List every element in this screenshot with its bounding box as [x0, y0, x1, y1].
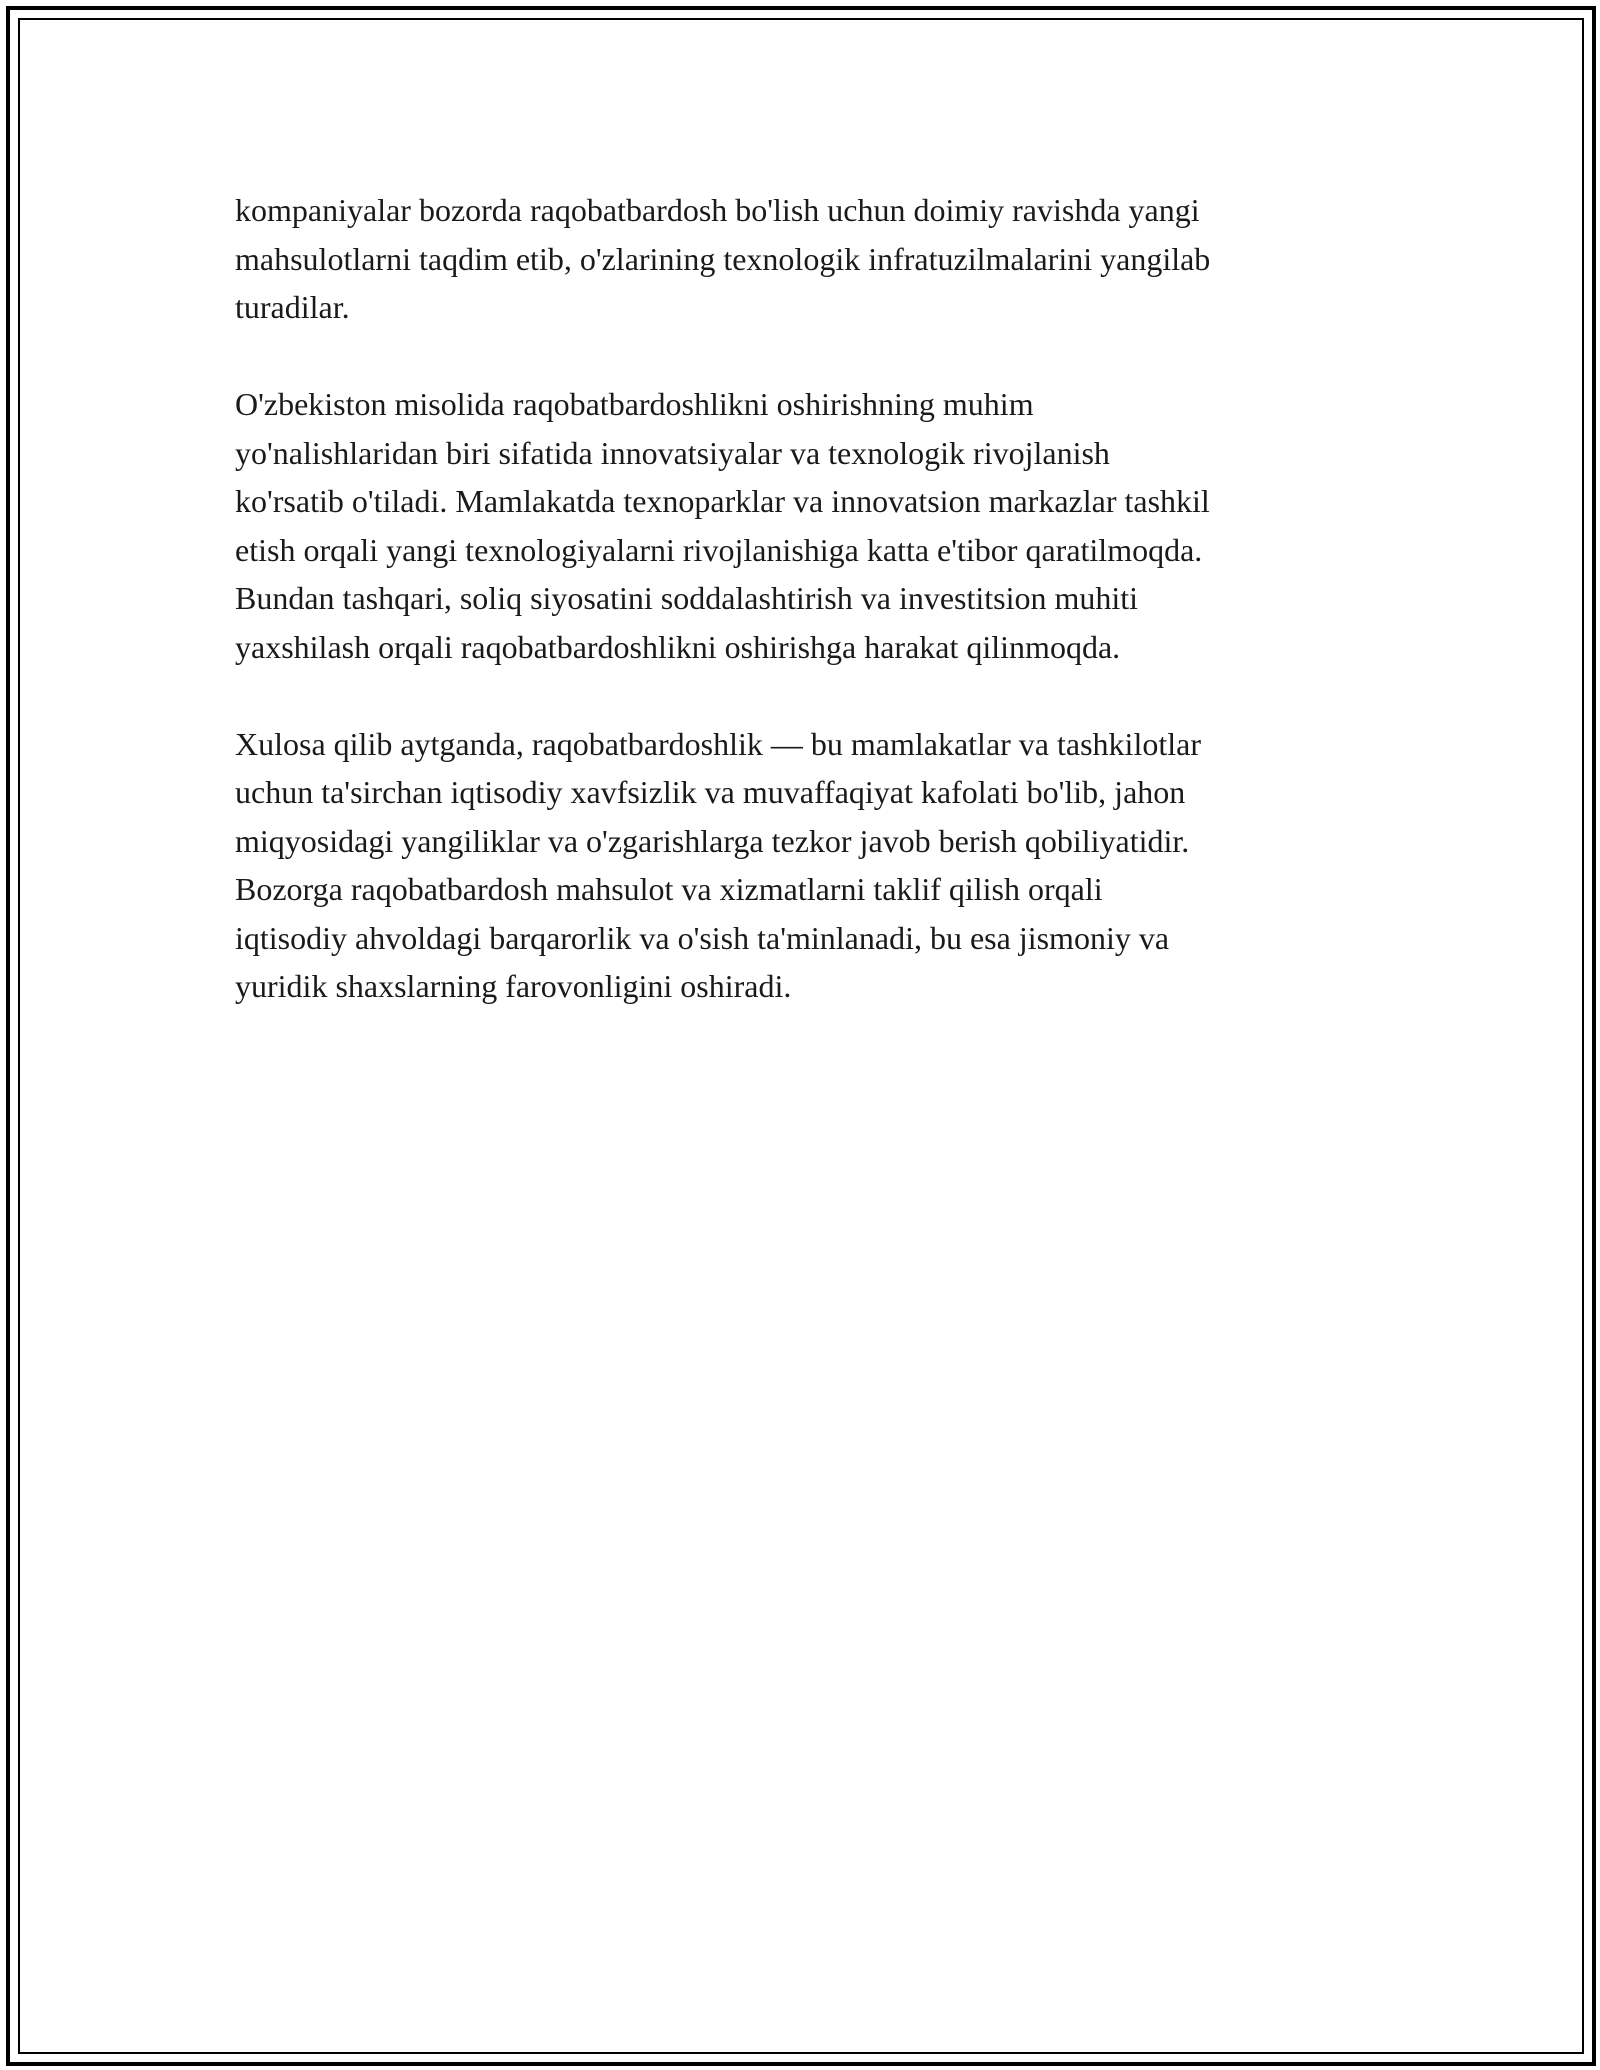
text-line: miqyosidagi yangiliklar va o'zgarishlarga tezkor javob berish qobiliyatidir.	[235, 822, 1190, 859]
text-line: yuridik shaxslarning farovonligini oshiradi.	[235, 968, 792, 1004]
text-line: turadilar.	[235, 289, 350, 325]
text-line: uchun ta'sirchan iqtisodiy xavfsizlik va muvaffaqiyat kafolati bo'lib, jahon	[235, 774, 1186, 810]
paragraph-1	[235, 186, 1375, 332]
paragraph-2	[235, 380, 1375, 671]
text-line: ko'rsatib o'tiladi. Mamlakatda texnoparklar va innovatsion markazlar tashkil	[235, 483, 1210, 519]
text-line: kompaniyalar bozorda raqobatbardosh bo'lish uchun doimiy ravishda yangi	[235, 192, 1200, 228]
text-line: mahsulotlarni taqdim etib, o'zlarining texnologik infratuzilmalarini yangilab	[235, 240, 1211, 277]
text-line: etish orqali yangi texnologiyalarni rivojlanishiga katta e'tibor qaratilmoqda.	[235, 531, 1203, 568]
text-line: Bundan tashqari, soliq siyosatini soddalashtirish va investitsion muhiti	[235, 580, 1139, 616]
text-line: Bozorga raqobatbardosh mahsulot va xizmatlarni taklif qilish orqali	[235, 871, 1103, 907]
text-line: iqtisodiy ahvoldagi barqarorlik va o'sish ta'minlanadi, bu esa jismoniy va	[235, 919, 1170, 956]
text-line: Xulosa qilib aytganda, raqobatbardoshlik — bu mamlakatlar va tashkilotlar	[235, 725, 1201, 762]
text-line: yo'nalishlaridan biri sifatida innovatsiyalar va texnologik rivojlanish	[235, 434, 1110, 471]
paragraph-3	[235, 720, 1375, 1011]
document-body	[235, 186, 1375, 1059]
text-line: yaxshilash orqali raqobatbardoshlikni oshirishga harakat qilinmoqda.	[235, 628, 1121, 665]
text-line: O'zbekiston misolida raqobatbardoshlikni oshirishning muhim	[235, 386, 1034, 422]
